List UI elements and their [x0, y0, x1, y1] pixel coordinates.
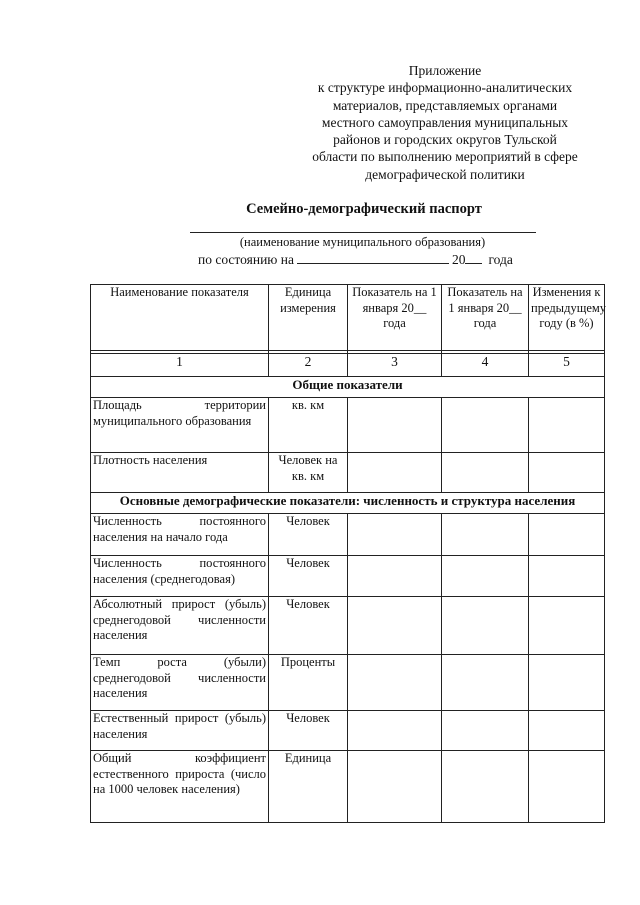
value-cell	[529, 453, 605, 493]
section-header-row	[91, 493, 605, 514]
appendix-line: к структуре информационно-аналитических	[317, 80, 573, 96]
value-cell	[348, 398, 442, 453]
header-cell: Показатель на 1 января 20__ года	[442, 285, 529, 351]
value-cell	[348, 655, 442, 711]
section-title: Общие показатели	[91, 377, 605, 398]
value-cell	[348, 556, 442, 597]
table-row	[91, 655, 605, 711]
appendix-line: местного самоуправления муниципальных	[321, 114, 569, 130]
as-of-prefix: по состоянию на	[198, 252, 294, 267]
appendix-line: районов и городских округов Тульской	[333, 132, 557, 148]
indicator-name: Темп роста (убыли) среднегодовой численности населения	[91, 655, 269, 711]
unit-cell: Проценты	[269, 655, 348, 711]
as-of-suffix: года	[488, 252, 513, 267]
table-row	[91, 453, 605, 493]
section-header-row	[91, 377, 605, 398]
unit-cell: Человек	[269, 597, 348, 655]
appendix-line: Приложение	[408, 63, 482, 78]
unit-cell: кв. км	[269, 398, 348, 453]
column-number: 2	[269, 354, 348, 377]
date-blank	[297, 251, 449, 264]
unit-cell: Человек	[269, 711, 348, 751]
column-number: 5	[529, 354, 605, 377]
value-cell	[529, 751, 605, 823]
appendix-line: материалов, представляемых органами	[332, 97, 558, 113]
value-cell	[348, 711, 442, 751]
value-cell	[442, 514, 529, 556]
column-number: 3	[348, 354, 442, 377]
table-row	[91, 597, 605, 655]
column-number: 1	[91, 354, 269, 377]
appendix-line: демографической политики	[365, 166, 525, 182]
value-cell	[442, 751, 529, 823]
header-cell: Показатель на 1 января 20__ года	[348, 285, 442, 351]
table-row	[91, 514, 605, 556]
indicator-name: Численность постоянного населения (среднегодовая)	[91, 556, 269, 597]
year-prefix: 20	[451, 252, 466, 267]
column-number: 4	[442, 354, 529, 377]
year-blank	[465, 251, 482, 264]
indicator-name: Абсолютный прирост (убыль) среднегодовой численности населения	[91, 597, 269, 655]
value-cell	[529, 597, 605, 655]
value-cell	[442, 597, 529, 655]
indicator-name: Плотность населения	[91, 453, 269, 493]
municipality-caption: (наименование муниципального образования)	[239, 235, 486, 249]
table-row	[91, 556, 605, 597]
indicator-name: Площадь территории муниципального образования	[91, 398, 269, 453]
value-cell	[529, 514, 605, 556]
value-cell	[348, 597, 442, 655]
as-of-date-row	[198, 251, 513, 268]
value-cell	[442, 556, 529, 597]
table-row	[91, 398, 605, 453]
appendix-line: области по выполнению мероприятий в сфере	[312, 149, 578, 165]
municipality-name-line	[190, 232, 536, 233]
value-cell	[348, 453, 442, 493]
header-cell: Наименование показателя	[91, 285, 269, 351]
value-cell	[529, 556, 605, 597]
unit-cell: Единица	[269, 751, 348, 823]
appendix-note	[290, 62, 600, 183]
value-cell	[442, 453, 529, 493]
column-number-row	[91, 354, 605, 377]
indicator-name: Общий коэффициент естественного прироста (число на 1000 человек населения)	[91, 751, 269, 823]
indicator-name: Естественный прирост (убыль) населения	[91, 711, 269, 751]
indicator-name: Численность постоянного населения на начало года	[91, 514, 269, 556]
unit-cell: Человек	[269, 514, 348, 556]
table-row	[91, 711, 605, 751]
value-cell	[442, 655, 529, 711]
passport-table	[90, 284, 605, 823]
value-cell	[348, 751, 442, 823]
value-cell	[442, 711, 529, 751]
value-cell	[442, 398, 529, 453]
value-cell	[529, 398, 605, 453]
unit-cell: Человек на кв. км	[269, 453, 348, 493]
unit-cell: Человек	[269, 556, 348, 597]
header-cell: Единица измерения	[269, 285, 348, 351]
section-title: Основные демографические показатели: численность и структура населения	[91, 493, 605, 514]
header-cell: Изменения к предыдущему году (в %)	[529, 285, 605, 351]
table-header-row	[91, 285, 605, 351]
value-cell	[348, 514, 442, 556]
document-title: Семейно-демографический паспорт	[246, 201, 482, 217]
table-row	[91, 751, 605, 823]
value-cell	[529, 711, 605, 751]
value-cell	[529, 655, 605, 711]
